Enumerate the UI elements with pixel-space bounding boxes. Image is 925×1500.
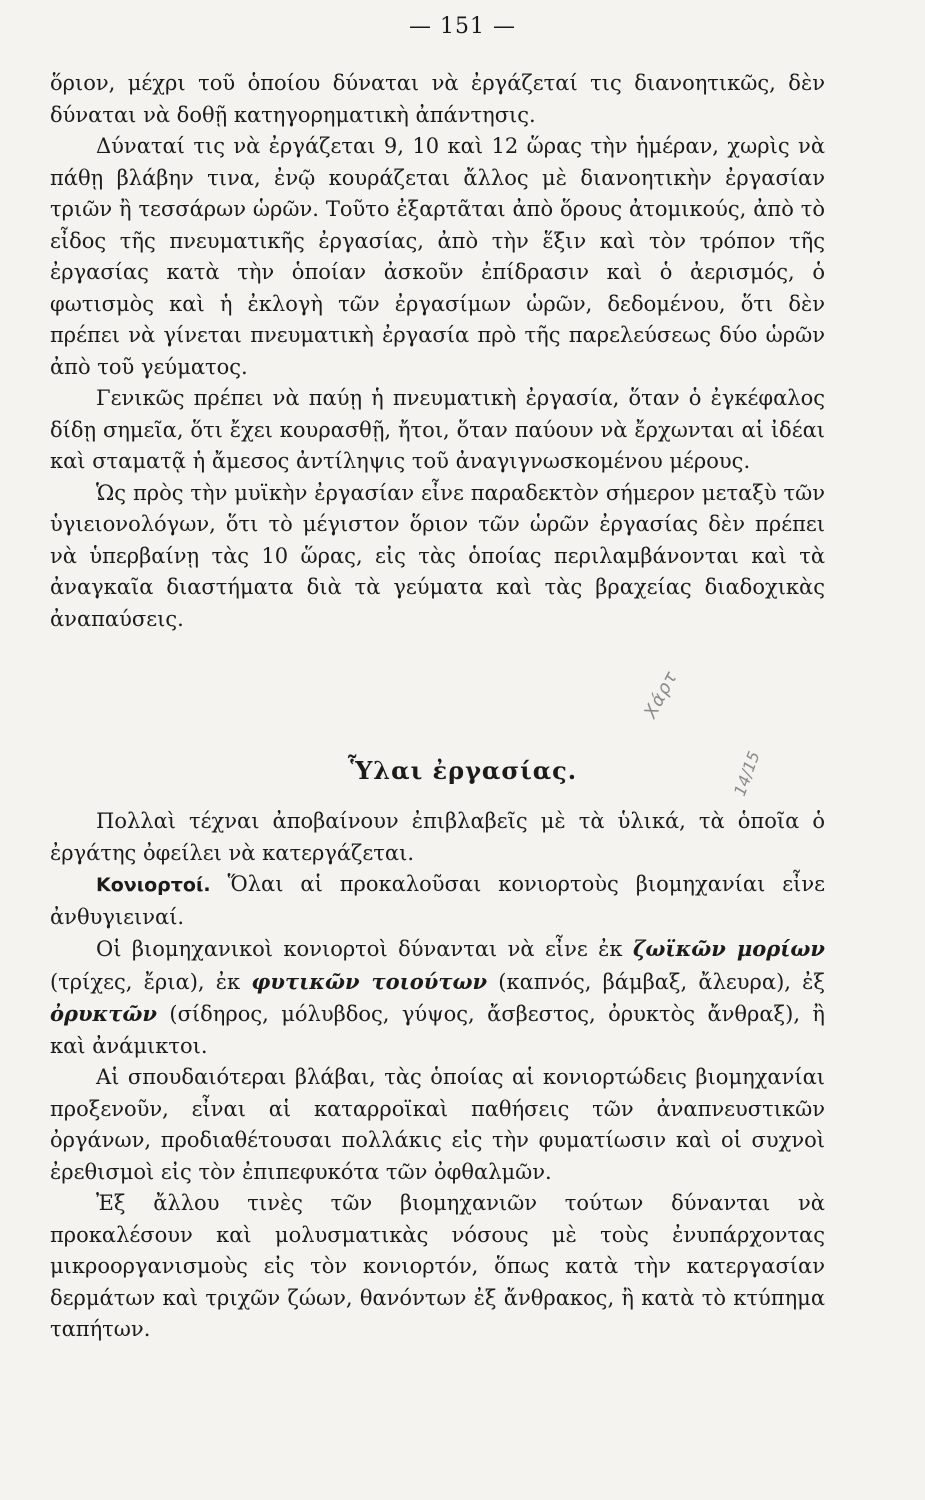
paragraph: Αἱ σπουδαιότεραι βλάβαι, τὰς ὁποίας αἱ κονιορτώδεις βιομηχανίαι προξενοῦν, εἶναι αἱ καταρροϊκαὶ παθήσεις τῶν ἀναπνευστικῶν ὀργάνων, προδιαθέτουσαι πολλάκις εἰς τὴν φυματίωσιν καὶ οἱ συχνοὶ ἐρεθισμοὶ εἰς τὸν ἐπιπεφυκότα τῶν ὀφθαλμῶν. — [50, 1065, 825, 1184]
emphasis-term: ὀρυκτῶν — [50, 1001, 157, 1026]
paragraph-text: Ὅλαι αἱ προκαλοῦσαι κονιορτοὺς βιομηχανίαι εἶνε ἀνθυγιειναί. — [50, 872, 825, 929]
handwritten-margin-note: Χάρτ — [640, 667, 683, 722]
paragraph-text: (σίδηρος, μόλυβδος, γύψος, ἄσβεστος, ὀρυκτὸς ἄνθραξ), ἢ καὶ ἀνάμικτοι. — [50, 1002, 825, 1058]
paragraph: Πολλαὶ τέχναι ἀποβαίνουν ἐπιβλαβεῖς μὲ τὰ ὑλικά, τὰ ὁποῖα ὁ ἐργάτης ὀφείλει νὰ κατεργάζεται. — [50, 809, 825, 865]
paragraph — [50, 933, 825, 1062]
text-block-bottom — [50, 806, 825, 1346]
emphasis-term: φυτικῶν τοιούτων — [251, 968, 488, 994]
paragraph: Γενικῶς πρέπει νὰ παύῃ ἡ πνευματικὴ ἐργασία, ὅταν ὁ ἐγκέφαλος δίδῃ σημεῖα, ὅτι ἔχει κουρασθῇ, ἤτοι, ὅταν παύουν νὰ ἔρχωνται αἱ ἰδέαι καὶ σταματᾷ ἡ ἄμεσος ἀντίληψις τοῦ ἀναγιγνωσκομένου μέρους. — [50, 386, 825, 473]
bold-term: Κονιορτοί. — [96, 874, 211, 896]
paragraph: Ἐξ ἄλλου τινὲς τῶν βιομηχανιῶν τούτων δύνανται νὰ προκαλέσουν καὶ μολυσματικὰς νόσους μὲ τοὺς ἐνυπάρχοντας μικροοργανισμοὺς εἰς τὸν κονιορτόν, ὅπως κατὰ τὴν κατεργασίαν δερμάτων καὶ τριχῶν ζώων, θανόντων ἐξ ἄνθρακος, ἢ κατὰ τὸ κτύπημα ταπήτων. — [50, 1191, 825, 1341]
paragraph-text: (καπνός, βάμβαξ, ἄλευρα), ἐξ — [487, 969, 825, 994]
paragraph: ὅριον, μέχρι τοῦ ὁποίου δύναται νὰ ἐργάζεταί τις διανοητικῶς, δὲν δύναται νὰ δοθῇ κατηγορηματικὴ ἀπάντησις. — [50, 71, 825, 127]
paragraph — [50, 869, 825, 933]
handwritten-margin-note: 14/15 — [730, 748, 764, 799]
section-heading: Ὗλαι ἐργασίας. — [347, 756, 578, 785]
paragraph: Ὡς πρὸς τὴν μυϊκὴν ἐργασίαν εἶνε παραδεκτὸν σήμερον μεταξὺ τῶν ὑγιειονολόγων, ὅτι τὸ μέγιστον ὅριον τῶν ὡρῶν ἐργασίας δὲν πρέπει νὰ ὑπερβαίνῃ τὰς 10 ὥρας, εἰς τὰς ὁποίας περιλαμβάνονται καὶ τὰ ἀναγκαῖα διαστήματα διὰ τὰ γεύματα καὶ τὰς βραχείας διαδοχικὰς ἀναπαύσεις. — [50, 480, 825, 631]
page-number: — 151 — — [409, 14, 516, 39]
text-block-top — [50, 68, 825, 635]
emphasis-term: ζωϊκῶν μορίων — [632, 936, 825, 961]
paragraph-text: (τρίχες, ἔρια), ἐκ — [50, 969, 252, 994]
paragraph-text: Οἱ βιομηχανικοὶ κονιορτοὶ δύνανται νὰ εἶνε ἐκ — [96, 937, 633, 961]
paragraph: Δύναταί τις νὰ ἐργάζεται 9, 10 καὶ 12 ὥρας τὴν ἡμέραν, χωρὶς νὰ πάθῃ βλάβην τινα, ἐνῷ κουράζεται ἄλλος μὲ διανοητικὴν ἐργασίαν τριῶν ἢ τεσσάρων ὡρῶν. Τοῦτο ἐξαρτᾶται ἀπὸ ὅρους ἀτομικούς, ἀπὸ τὸ εἶδος τῆς πνευματικῆς ἐργασίας, ἀπὸ τὴν ἕξιν καὶ τὸν τρόπον τῆς ἐργασίας κατὰ τὴν ὁποίαν ἀσκοῦν ἐπίδρασιν καὶ ὁ ἀερισμός, ὁ φωτισμὸς καὶ ἡ ἐκλογὴ τῶν ἐργασίμων ὡρῶν, δεδομένου, ὅτι δὲν πρέπει νὰ γίνεται πνευματικὴ ἐργασία πρὸ τῆς παρελεύσεως δύο ὡρῶν ἀπὸ τοῦ γεύματος. — [50, 134, 825, 379]
